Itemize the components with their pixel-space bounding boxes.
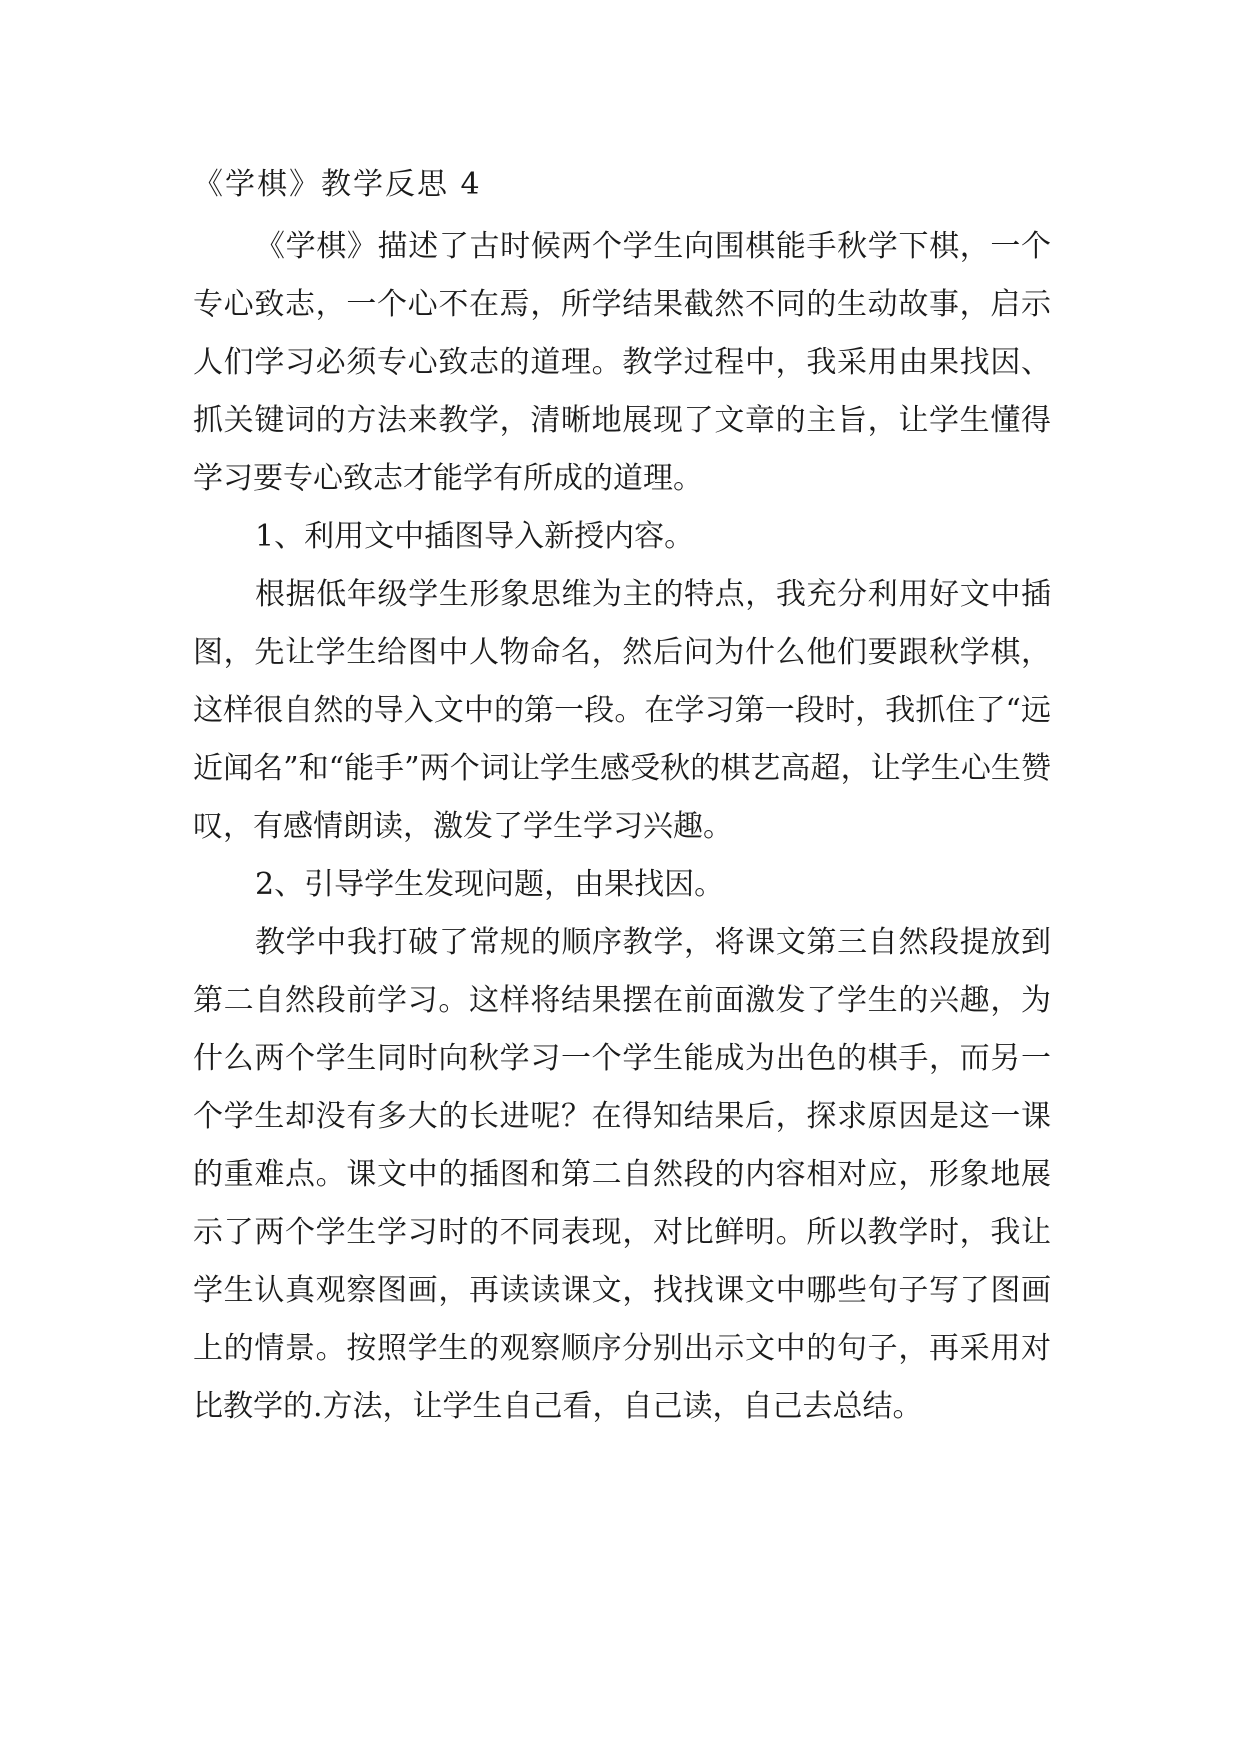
document-title: 《学棋》教学反思 4 [193,167,482,202]
section-heading-1: 1、利用文中插图导入新授内容。 [255,519,695,554]
paragraph-intro: 《学棋》描述了古时候两个学生向围棋能手秋学下棋，一个专心致志，一个心不在焉，所学结果截然不同的生动故事，启示人们学习必须专心致志的道理。教学过程中，我采用由果找因、抓关键词的方法来教学，清晰地展现了文章的主旨，让学生懂得学习要专心致志才能学有所成的道理。 [193,229,1051,496]
section-heading-2: 2、引导学生发现问题，由果找因。 [255,867,725,902]
paragraph-section-2: 教学中我打破了常规的顺序教学，将课文第三自然段提放到第二自然段前学习。这样将结果摆在前面激发了学生的兴趣，为什么两个学生同时向秋学习一个学生能成为出色的棋手，而另一个学生却没有多大的长进呢？在得知结果后，探求原因是这一课的重难点。课文中的插图和第二自然段的内容相对应，形象地展示了两个学生学习时的不同表现，对比鲜明。所以教学时，我让学生认真观察图画，再读读课文，找找课文中哪些句子写了图画上的情景。按照学生的观察顺序分别出示文中的句子，再采用对比教学的.方法，让学生自己看，自己读，自己去总结。 [193,925,1051,1424]
document-body [193,218,1051,1436]
paragraph-section-1: 根据低年级学生形象思维为主的特点，我充分利用好文中插图，先让学生给图中人物命名，然后问为什么他们要跟秋学棋，这样很自然的导入文中的第一段。在学习第一段时，我抓住了“远近闻名”和“能手”两个词让学生感受秋的棋艺高超，让学生心生赞叹，有感情朗读，激发了学生学习兴趣。 [193,577,1051,844]
